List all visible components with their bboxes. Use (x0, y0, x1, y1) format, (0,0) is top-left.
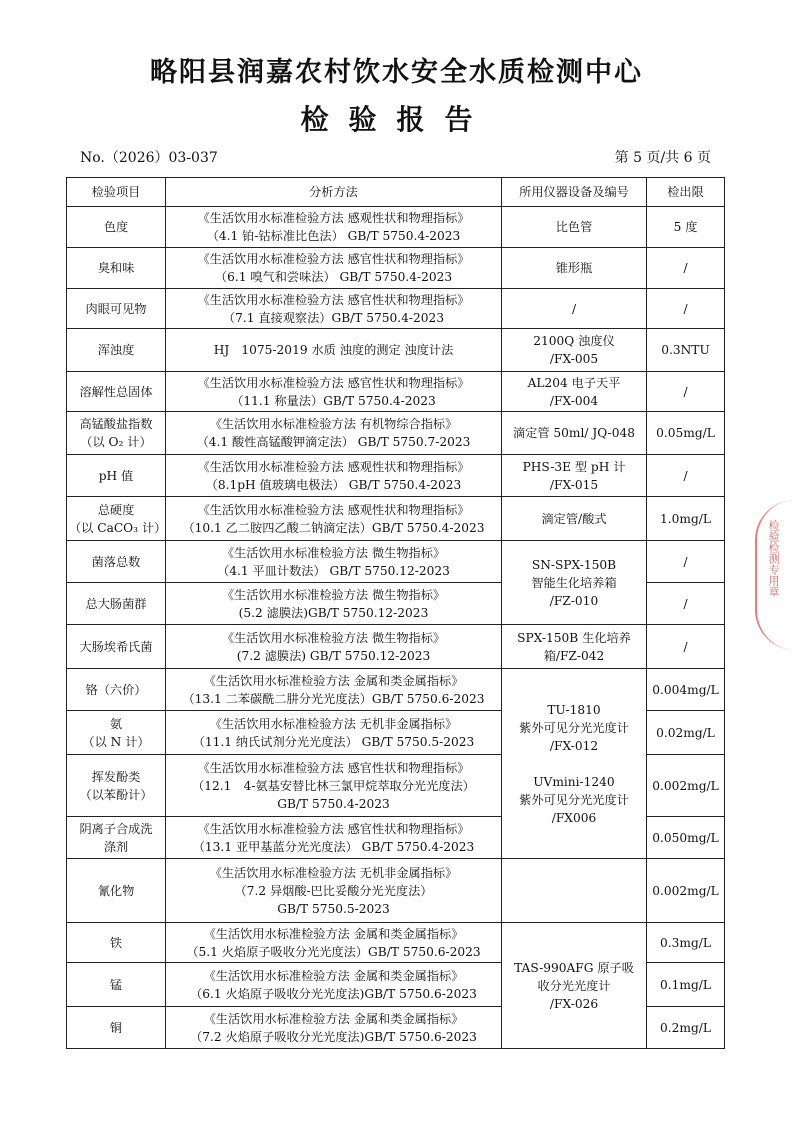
table-header-row (67, 178, 725, 207)
report-number: No.（2026）03-037 (80, 150, 218, 166)
item-cell: 锰 (67, 963, 166, 1007)
table-row (67, 625, 725, 669)
limit-cell: / (647, 455, 725, 497)
method-cell: 《生活饮用水标准检验方法 感官性状和物理指标》 （7.1 直接观察法）GB/T 5750.4-2023 (166, 289, 502, 329)
table-row (67, 207, 725, 248)
limit-cell: 0.050mg/L (647, 817, 725, 859)
method-cell: 《生活饮用水标准检验方法 微生物指标》 （4.1 平皿计数法） GB/T 5750.12-2023 (166, 541, 502, 583)
limit-cell: / (647, 248, 725, 289)
limit-cell: 0.002mg/L (647, 859, 725, 923)
org-title: 略阳县润嘉农村饮水安全水质检测中心 (150, 57, 643, 88)
item-cell: 氨 （以 N 计） (67, 711, 166, 755)
column-header-instrument: 所用仪器设备及编号 (502, 178, 647, 207)
instrument-cell: 锥形瓶 (502, 248, 647, 289)
table-row (67, 329, 725, 372)
limit-cell: / (647, 583, 725, 625)
limit-cell: 0.2mg/L (647, 1007, 725, 1049)
item-cell: 浑浊度 (67, 329, 166, 372)
item-cell: 总大肠菌群 (67, 583, 166, 625)
method-cell: 《生活饮用水标准检验方法 感观性状和物理指标》 （4.1 铂-钴标准比色法） GB/T 5750.4-2023 (166, 207, 502, 248)
table-row (67, 669, 725, 711)
item-cell: 阴离子合成洗 涤剂 (67, 817, 166, 859)
item-cell: 色度 (67, 207, 166, 248)
instrument-cell: SPX-150B 生化培养 箱/FZ-042 (502, 625, 647, 669)
item-cell: 肉眼可见物 (67, 289, 166, 329)
item-cell: 菌落总数 (67, 541, 166, 583)
column-header-limit: 检出限 (647, 178, 725, 207)
limit-cell: 0.05mg/L (647, 412, 725, 455)
method-cell: 《生活饮用水标准检验方法 感观性状和物理指标》 （10.1 乙二胺四乙酸二钠滴定法）GB/T 5750.4-2023 (166, 497, 502, 541)
limit-cell: 0.1mg/L (647, 963, 725, 1007)
column-header-item: 检验项目 (67, 178, 166, 207)
limit-cell: 0.3mg/L (647, 923, 725, 963)
instrument-cell: / (502, 289, 647, 329)
table-row (67, 497, 725, 541)
method-cell: 《生活饮用水标准检验方法 微生物指标》 (5.2 滤膜法)GB/T 5750.12-2023 (166, 583, 502, 625)
page-indicator: 第 5 页/共 6 页 (614, 150, 711, 166)
instrument-cell-empty (502, 859, 647, 923)
table-row (67, 289, 725, 329)
instrument-cell: PHS-3E 型 pH 计 /FX-015 (502, 455, 647, 497)
table-row (67, 923, 725, 963)
item-cell: 高锰酸盐指数 （以 O₂ 计） (67, 412, 166, 455)
item-cell: 总硬度 （以 CaCO₃ 计） (67, 497, 166, 541)
item-cell: 铁 (67, 923, 166, 963)
limit-cell: 0.002mg/L (647, 755, 725, 817)
limit-cell: / (647, 625, 725, 669)
limit-cell: / (647, 289, 725, 329)
method-cell: 《生活饮用水标准检验方法 感官性状和物理指标》 （11.1 称量法）GB/T 5750.4-2023 (166, 372, 502, 412)
method-cell: 《生活饮用水标准检验方法 感观性状和物理指标》 （8.1pH 值玻璃电极法） GB/T 5750.4-2023 (166, 455, 502, 497)
instrument-cell: 滴定管 50ml/ JQ-048 (502, 412, 647, 455)
limit-cell: 0.02mg/L (647, 711, 725, 755)
instrument-cell: 2100Q 浊度仪 /FX-005 (502, 329, 647, 372)
method-cell: 《生活饮用水标准检验方法 金属和类金属指标》 （7.2 火焰原子吸收分光光度法)GB/T 5750.6-2023 (166, 1007, 502, 1049)
instrument-cell: 比色管 (502, 207, 647, 248)
item-cell: pH 值 (67, 455, 166, 497)
item-cell: 挥发酚类 （以苯酚计） (67, 755, 166, 817)
stamp-text: 检验检测专用章 (767, 520, 780, 597)
instrument-cell: 滴定管/酸式 (502, 497, 647, 541)
method-cell: 《生活饮用水标准检验方法 微生物指标》 (7.2 滤膜法) GB/T 5750.12-2023 (166, 625, 502, 669)
method-cell: 《生活饮用水标准检验方法 无机非金属指标》 （7.2 异烟酸-巴比妥酸分光光度法） GB/T 5750.5-2023 (166, 859, 502, 923)
method-cell: 《生活饮用水标准检验方法 感官性状和物理指标》 （12.1 4-氨基安替比林三氯甲烷萃取分光光度法） GB/T 5750.4-2023 (166, 755, 502, 817)
limit-cell: 5 度 (647, 207, 725, 248)
table-row (67, 859, 725, 923)
table-row (67, 412, 725, 455)
table-row (67, 372, 725, 412)
limit-cell: / (647, 372, 725, 412)
table-row (67, 541, 725, 583)
item-cell: 溶解性总固体 (67, 372, 166, 412)
method-cell: 《生活饮用水标准检验方法 金属和类金属指标》 （13.1 二苯碳酰二肼分光光度法）GB/T 5750.6-2023 (166, 669, 502, 711)
instrument-cell-incubator: SN-SPX-150B 智能生化培养箱 /FZ-010 (502, 541, 647, 625)
limit-cell: 1.0mg/L (647, 497, 725, 541)
instrument-cell-spectrophotometer: TU-1810 紫外可见分光光度计 /FX-012 UVmini-1240 紫外可见分光光度计 /FX006 (502, 669, 647, 859)
method-cell: 《生活饮用水标准检验方法 无机非金属指标》 （11.1 纳氏试剂分光光度法） GB/T 5750.5-2023 (166, 711, 502, 755)
method-cell: 《生活饮用水标准检验方法 有机物综合指标》 （4.1 酸性高锰酸钾滴定法） GB/T 5750.7-2023 (166, 412, 502, 455)
instrument-cell-aas: TAS-990AFG 原子吸 收分光光度计 /FX-026 (502, 923, 647, 1049)
partial-seal-stamp (755, 500, 793, 650)
table-row (67, 455, 725, 497)
method-cell: 《生活饮用水标准检验方法 金属和类金属指标》 （6.1 火焰原子吸收分光光度法)GB/T 5750.6-2023 (166, 963, 502, 1007)
method-cell: 《生活饮用水标准检验方法 感官性状和物理指标》 （6.1 嗅气和尝味法） GB/T 5750.4-2023 (166, 248, 502, 289)
test-method-table (66, 177, 725, 1049)
report-title: 检验报告 (300, 103, 493, 136)
item-cell: 铜 (67, 1007, 166, 1049)
item-cell: 铬（六价） (67, 669, 166, 711)
method-cell: HJ 1075-2019 水质 浊度的测定 浊度计法 (166, 329, 502, 372)
item-cell: 臭和味 (67, 248, 166, 289)
table-row (67, 248, 725, 289)
item-cell: 大肠埃希氏菌 (67, 625, 166, 669)
item-cell: 氰化物 (67, 859, 166, 923)
limit-cell: / (647, 541, 725, 583)
method-cell: 《生活饮用水标准检验方法 感官性状和物理指标》 （13.1 亚甲基蓝分光光度法） GB/T 5750.4-2023 (166, 817, 502, 859)
method-cell: 《生活饮用水标准检验方法 金属和类金属指标》 （5.1 火焰原子吸收分光光度法）GB/T 5750.6-2023 (166, 923, 502, 963)
instrument-cell: AL204 电子天平 /FX-004 (502, 372, 647, 412)
limit-cell: 0.004mg/L (647, 669, 725, 711)
column-header-method: 分析方法 (166, 178, 502, 207)
limit-cell: 0.3NTU (647, 329, 725, 372)
